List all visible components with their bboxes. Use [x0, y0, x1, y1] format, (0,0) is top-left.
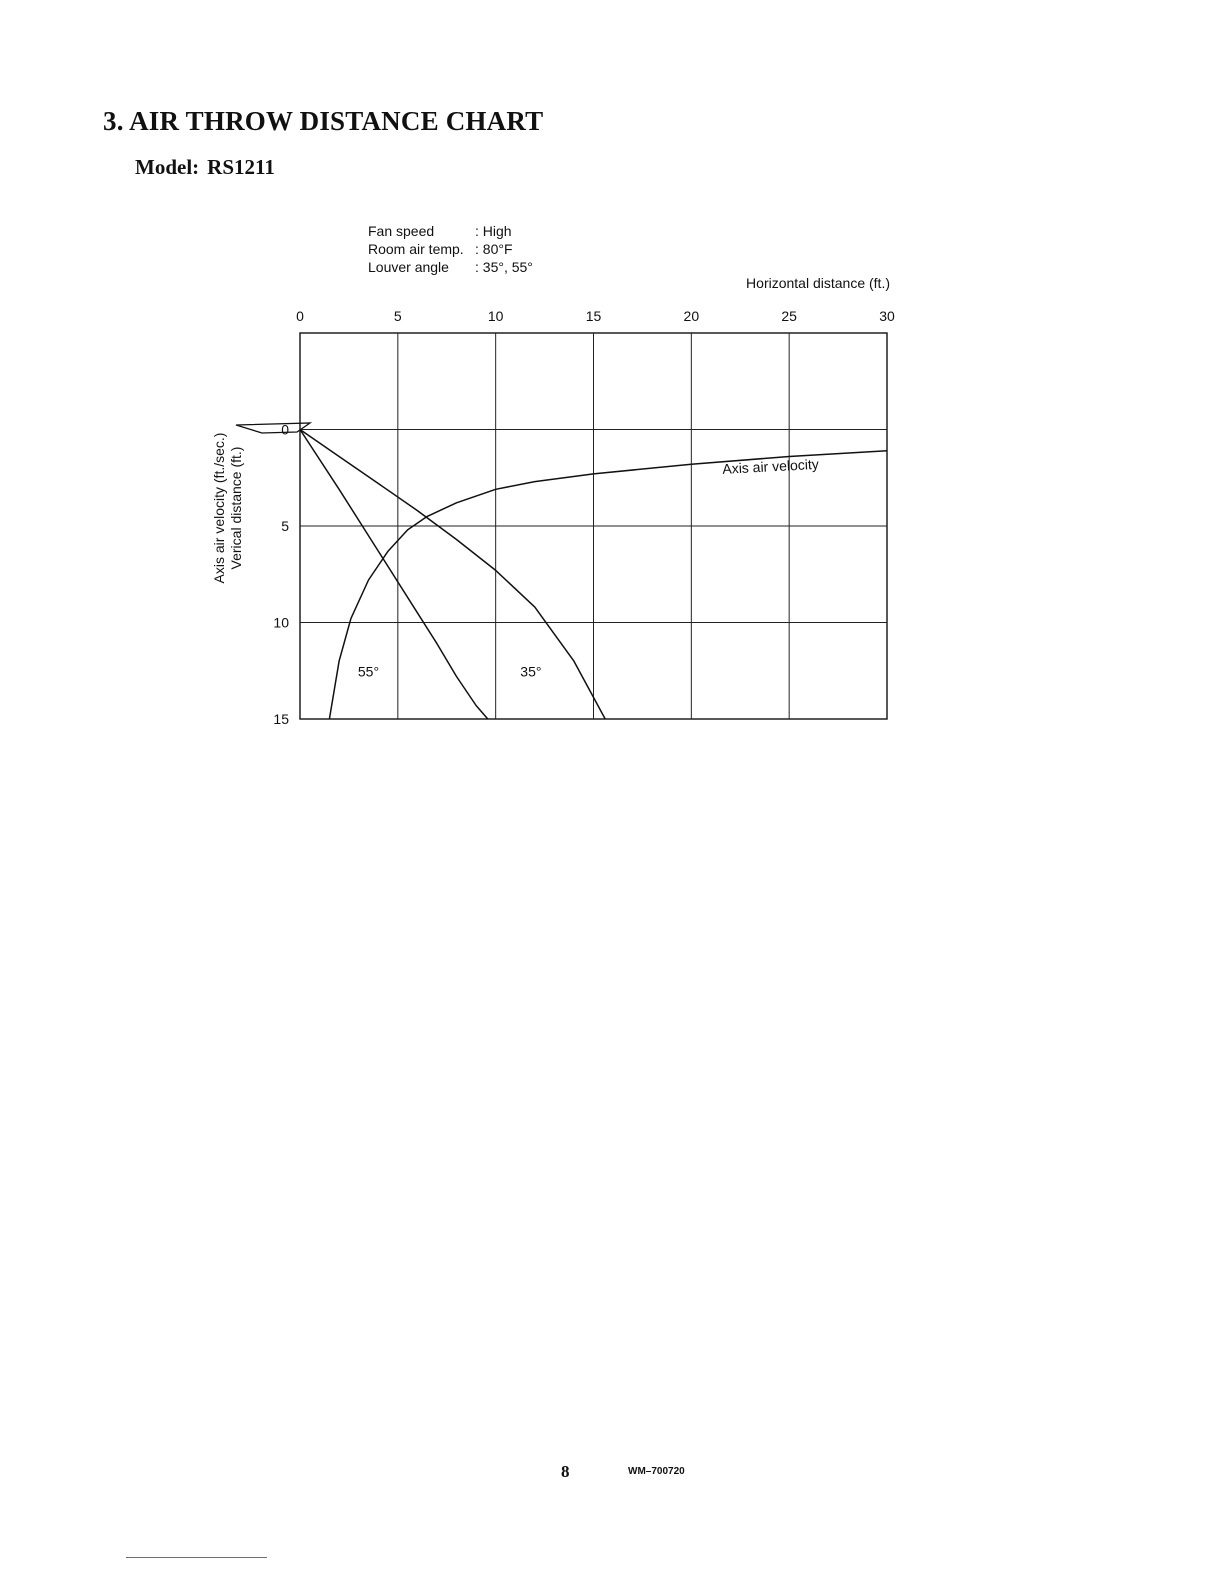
condition-value: : 35°, 55°: [475, 259, 533, 275]
y-axis-label: Axis air velocity (ft./sec.): [211, 432, 227, 584]
x-tick-label: 5: [393, 308, 402, 324]
x-tick-label: 0: [296, 308, 304, 324]
page-number: 8: [561, 1462, 570, 1481]
document-number: WM–700720: [628, 1466, 685, 1477]
condition-label: Louver angle: [368, 259, 449, 275]
model-value: RS1211: [207, 155, 275, 179]
condition-value: : High: [475, 223, 512, 239]
x-tick-label: 25: [781, 308, 797, 324]
y-tick-label: 5: [281, 518, 289, 534]
curve-annotation: Axis air velocity: [721, 455, 820, 477]
model-label: Model:: [135, 155, 200, 179]
y-axis-label: Verical distance (ft.): [228, 446, 244, 570]
y-tick-label: 0: [281, 421, 289, 438]
air-outlet-icon: [236, 423, 310, 433]
curve-annotation: 55°: [357, 663, 380, 680]
series-line-0: [300, 430, 488, 720]
series-line-1: [300, 430, 605, 720]
x-tick-label: 30: [879, 308, 895, 324]
y-tick-label: 10: [273, 614, 289, 631]
y-tick-label: 15: [273, 711, 289, 727]
condition-label: Fan speed: [368, 223, 435, 239]
curve-annotation: 35°: [520, 663, 542, 680]
series-line-2: [329, 451, 887, 719]
x-axis-label: Horizontal distance (ft.): [746, 275, 890, 291]
condition-value: : 80°F: [475, 241, 513, 257]
bottom-rule: [126, 1557, 267, 1558]
x-tick-label: 15: [585, 308, 602, 324]
condition-label: Room air temp.: [368, 241, 464, 257]
page-title: 3. AIR THROW DISTANCE CHART: [103, 106, 544, 136]
x-tick-label: 20: [683, 308, 700, 324]
x-tick-label: 10: [487, 308, 504, 324]
